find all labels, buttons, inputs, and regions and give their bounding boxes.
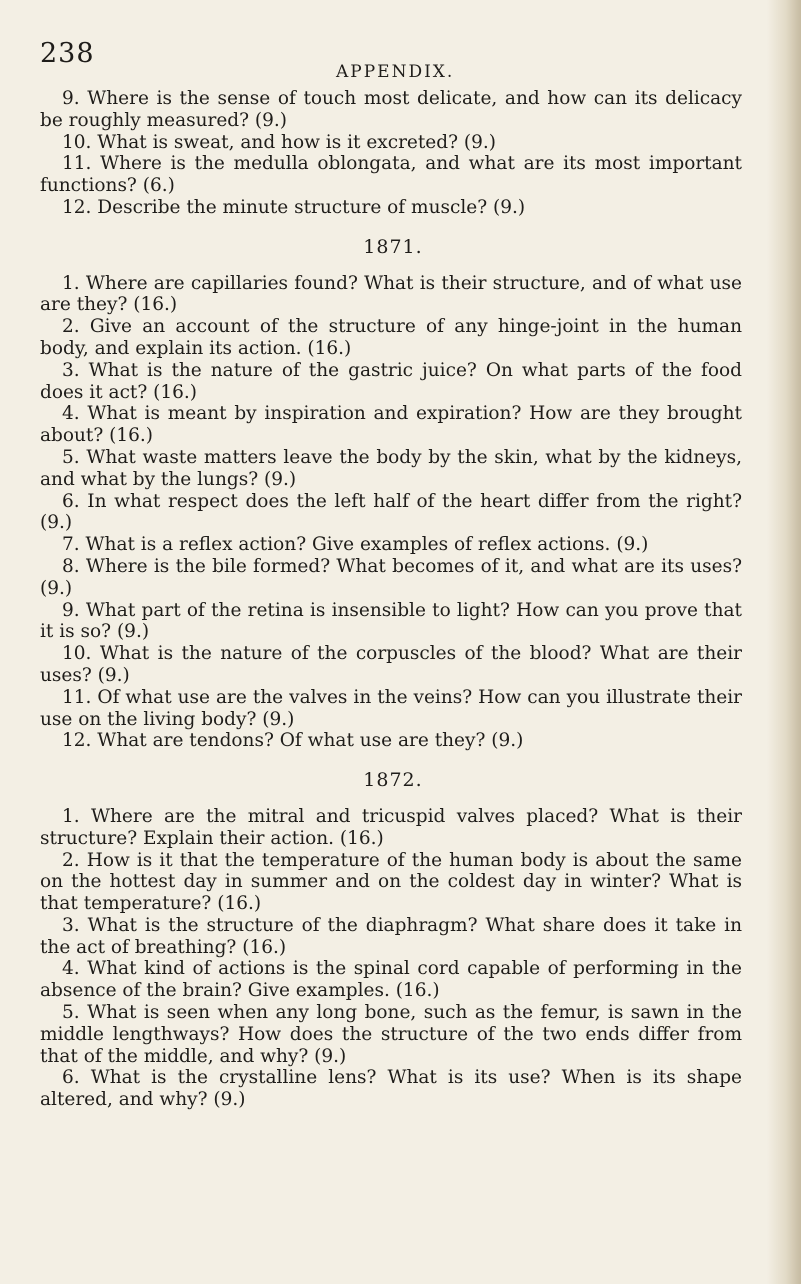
question: 5. What waste matters leave the body by the skin, what by the kidneys, and what by the lungs? (9.) <box>40 446 742 490</box>
page-edge-shadow <box>767 0 801 1284</box>
question: 2. Give an account of the structure of any hinge-joint in the human body, and explain its action. (16.) <box>40 316 742 359</box>
question: 2. How is it that the temperature of the human body is about the same on the hottest day in summer and on the coldest day in winter? What is that temperature? (16.) <box>40 849 742 915</box>
question: 8. Where is the bile formed? What becomes of it, and what are its uses? (9.) <box>40 555 742 599</box>
question: 12. Describe the minute structure of muscle? (9.) <box>62 196 526 218</box>
page-header <box>0 20 801 90</box>
question: 10. What is sweat, and how is it excreted? (9.) <box>62 131 496 153</box>
question: 9. What part of the retina is insensible to light? How can you prove that it is so? (9.) <box>40 599 742 643</box>
question: 7. What is a reflex action? Give examples of reflex actions. (9.) <box>62 534 649 556</box>
section-continued <box>40 88 742 219</box>
question: 1. Where are capillaries found? What is their structure, and of what use are they? (16.) <box>40 272 742 316</box>
question: 11. Where is the medulla oblongata, and what are its most important functions? (6.) <box>40 153 742 197</box>
question: 12. What are tendons? Of what use are they? (9.) <box>62 730 524 752</box>
exam-questions <box>40 88 742 1111</box>
question: 10. What is the nature of the corpuscles of the blood? What are their uses? (9.) <box>40 643 742 686</box>
section-1872 <box>40 770 742 1111</box>
running-head: APPENDIX. <box>336 62 455 82</box>
question: 5. What is seen when any long bone, such as the femur, is sawn in the middle lengthways? How does the structure of the two ends differ from that of the middle, and why? (9.) <box>40 1002 742 1067</box>
question: 4. What kind of actions is the spinal cord capable of performing in the absence of the brain? Give examples. (16.) <box>40 958 742 1002</box>
page-number: 238 <box>40 38 95 69</box>
year-heading: 1872. <box>363 769 423 792</box>
section-1871 <box>40 237 742 752</box>
question: 3. What is the structure of the diaphragm? What share does it take in the act of breathing? (16.) <box>40 914 742 958</box>
question: 4. What is meant by inspiration and expiration? How are they brought about? (16.) <box>40 403 742 447</box>
question: 1. Where are the mitral and tricuspid valves placed? What is their structure? Explain their action. (16.) <box>40 805 742 849</box>
question: 11. Of what use are the valves in the veins? How can you illustrate their use on the living body? (9.) <box>40 686 742 730</box>
question: 6. In what respect does the left half of the heart differ from the right? (9.) <box>40 490 742 534</box>
year-heading: 1871. <box>363 235 423 258</box>
question: 3. What is the nature of the gastric juice? On what parts of the food does it act? (16.) <box>40 359 742 403</box>
question: 6. What is the crystalline lens? What is its use? When is its shape altered, and why? (9.) <box>40 1067 742 1111</box>
question: 9. Where is the sense of touch most delicate, and how can its delicacy be roughly measured? (9.) <box>40 88 742 131</box>
